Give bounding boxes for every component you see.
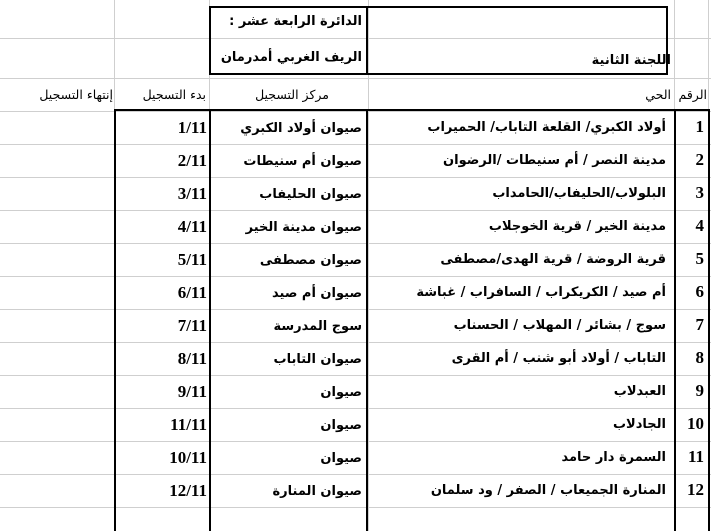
row-start-date: 7/11 bbox=[177, 316, 207, 335]
row-district: السمرة دار حامد bbox=[561, 450, 666, 465]
border-line bbox=[114, 109, 710, 111]
locality-label: الريف الغربي أمدرمان bbox=[220, 50, 362, 65]
column-header-center: مركز التسجيل bbox=[255, 87, 329, 102]
committee-label: اللجنة الثانية bbox=[591, 53, 671, 68]
border-line bbox=[209, 73, 668, 75]
gridline bbox=[0, 38, 711, 39]
row-number: 5 bbox=[695, 249, 704, 268]
gridline bbox=[0, 474, 711, 475]
row-district: مدينة الخير / قرية الخوجلاب bbox=[488, 219, 666, 234]
gridline bbox=[0, 507, 711, 508]
row-district: أم صيد / الكريكراب / السافراب / غباشة bbox=[416, 285, 666, 300]
gridline bbox=[0, 78, 711, 79]
column-header-number: الرقم bbox=[678, 87, 707, 102]
border-line bbox=[674, 109, 676, 531]
gridline bbox=[0, 276, 711, 277]
row-district: قرية الروضة / قرية الهدى/مصطفى bbox=[440, 252, 666, 267]
gridline bbox=[0, 375, 711, 376]
gridline bbox=[0, 210, 711, 211]
row-center: صيوان مدينة الخير bbox=[245, 220, 362, 235]
border-line bbox=[209, 6, 668, 8]
row-district: البلولاب/الحليفاب/الحامداب bbox=[492, 186, 666, 201]
row-center: سوج المدرسة bbox=[273, 319, 362, 334]
row-start-date: 10/11 bbox=[169, 448, 207, 467]
row-district: أولاد الكبري/ القلعة التاباب/ الحميراب bbox=[427, 120, 666, 135]
gridline bbox=[0, 177, 711, 178]
row-number: 2 bbox=[695, 150, 704, 169]
row-number: 11 bbox=[687, 447, 704, 466]
row-number: 1 bbox=[695, 117, 704, 136]
gridline bbox=[0, 441, 711, 442]
row-district: العبدلاب bbox=[613, 384, 666, 399]
row-start-date: 9/11 bbox=[177, 382, 207, 401]
border-line bbox=[209, 109, 211, 531]
row-number: 7 bbox=[695, 315, 704, 334]
row-center: صيوان bbox=[320, 451, 362, 466]
row-start-date: 3/11 bbox=[177, 184, 207, 203]
row-center: صيوان bbox=[320, 418, 362, 433]
border-line bbox=[209, 6, 211, 75]
gridline bbox=[0, 309, 711, 310]
row-number: 9 bbox=[695, 381, 704, 400]
row-number: 4 bbox=[695, 216, 704, 235]
row-district: التاباب / أولاد أبو شنب / أم القرى bbox=[451, 351, 666, 366]
row-center: صيوان الحليفاب bbox=[259, 187, 362, 202]
row-start-date: 1/11 bbox=[177, 118, 207, 137]
row-start-date: 8/11 bbox=[177, 349, 207, 368]
border-line bbox=[366, 109, 368, 531]
gridline bbox=[0, 243, 711, 244]
row-start-date: 6/11 bbox=[177, 283, 207, 302]
row-center: صيوان أم صيد bbox=[272, 286, 362, 301]
row-center: صيوان أولاد الكبري bbox=[240, 121, 362, 136]
row-start-date: 5/11 bbox=[177, 250, 207, 269]
border-line bbox=[114, 109, 116, 531]
row-center: صيوان المنارة bbox=[272, 484, 362, 499]
row-center: صيوان أم سنيطات bbox=[243, 154, 362, 169]
row-number: 12 bbox=[687, 480, 704, 499]
row-number: 8 bbox=[695, 348, 704, 367]
row-number: 6 bbox=[695, 282, 704, 301]
row-start-date: 4/11 bbox=[177, 217, 207, 236]
gridline bbox=[0, 342, 711, 343]
row-number: 3 bbox=[695, 183, 704, 202]
row-number: 10 bbox=[687, 414, 704, 433]
gridline bbox=[0, 111, 711, 112]
row-district: مدينة النصر / أم سنيطات /الرضوان bbox=[443, 153, 666, 168]
row-center: صيوان bbox=[320, 385, 362, 400]
gridline bbox=[368, 0, 369, 531]
row-center: صيوان مصطفى bbox=[259, 253, 362, 268]
gridline bbox=[0, 144, 711, 145]
column-header-district: الحي bbox=[645, 87, 671, 102]
row-start-date: 2/11 bbox=[177, 151, 207, 170]
gridline bbox=[0, 408, 711, 409]
row-district: المنارة الجميعاب / الصفر / ود سلمان bbox=[430, 483, 666, 498]
row-district: الجادلاب bbox=[612, 417, 666, 432]
circle-label: الدائرة الرابعة عشر : bbox=[229, 14, 362, 29]
column-header-end: إنتهاء التسجيل bbox=[39, 87, 113, 102]
column-header-start: بدء التسجيل bbox=[142, 87, 206, 102]
row-start-date: 12/11 bbox=[169, 481, 207, 500]
border-line bbox=[708, 109, 710, 531]
row-start-date: 11/11 bbox=[170, 415, 207, 434]
row-center: صيوان التاباب bbox=[273, 352, 362, 367]
row-district: سوج / بشائر / المهلاب / الحسناب bbox=[453, 318, 666, 333]
border-line bbox=[366, 6, 368, 75]
